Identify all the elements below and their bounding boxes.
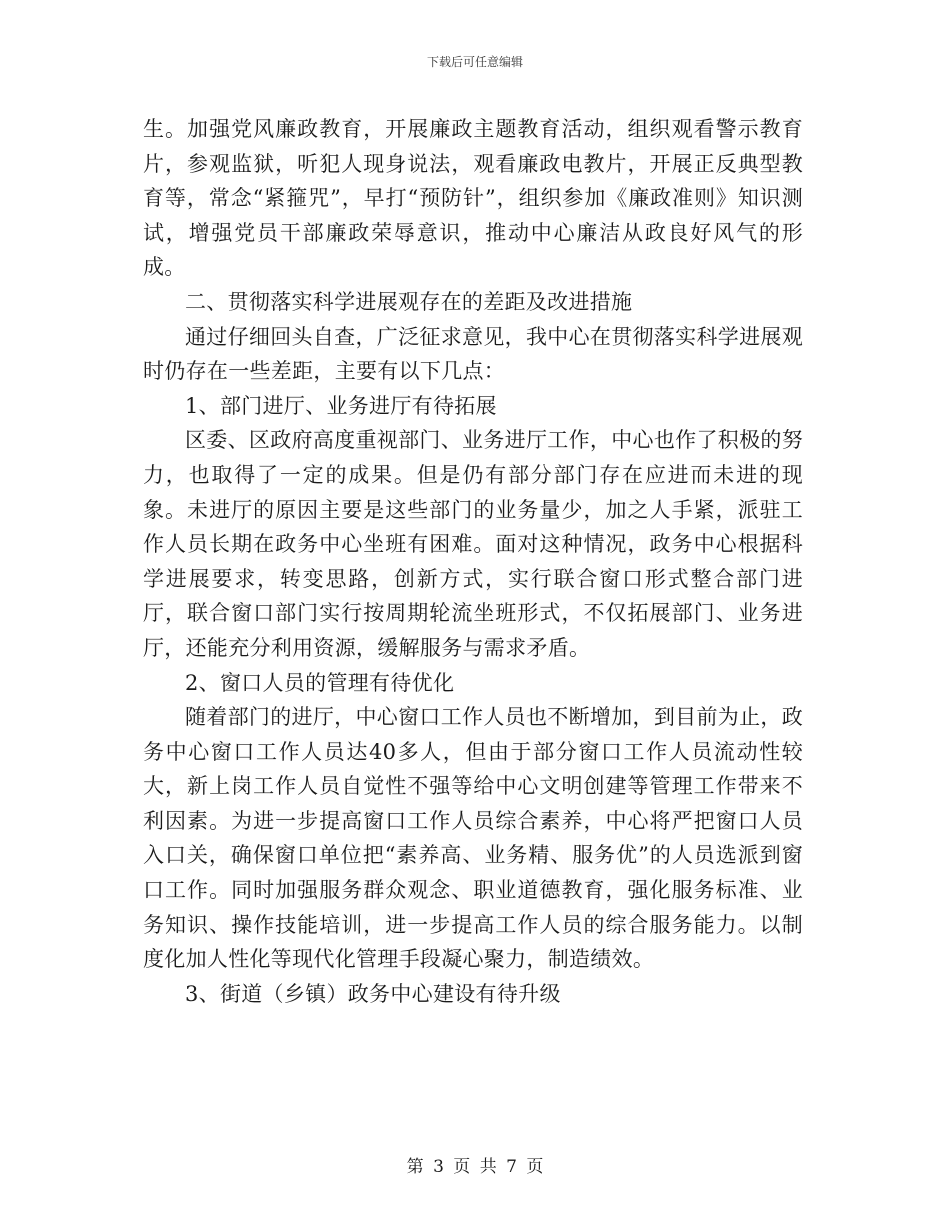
page-header: 下载后可任意编辑 bbox=[426, 55, 523, 69]
paragraph: 随着部门的进厅，中心窗口工作人员也不断增加，到目前为止，政务中心窗口工作人员达40多人，但由于部分窗口工作人员流动性较大，新上岗工作人员自觉性不强等给中心文明创建等管理工作带来不利因素。为进一步提高窗口工作人员综合素养，中心将严把窗口人员入口关，确保窗口单位把“素养高、业务精、服务优”的人员选派到窗口工作。同时加强服务群众观念、职业道德教育，强化服务标准、业务知识、操作技能培训，进一步提高工作人员的综合服务能力。以制度化加人性化等现代化管理手段凝心聚力，制造绩效。 bbox=[143, 705, 803, 972]
subsection-heading-3: 3、街道（乡镇）政务中心建设有待升级 bbox=[185, 981, 561, 1006]
paragraph: 通过仔细回头自查，广泛征求意见，我中心在贯彻落实科学进展观时仍存在一些差距，主要有以下几点： bbox=[143, 324, 803, 384]
document-body bbox=[143, 112, 803, 1011]
page-number: 第 3 页 共 7 页 bbox=[406, 1157, 544, 1177]
paragraph-continued: 生。加强党风廉政教育，开展廉政主题教育活动，组织观看警示教育片，参观监狱，听犯人现身说法，观看廉政电教片，开展正反典型教育等，常念“紧箍咒”，早打“预防针”，组织参加《廉政准则》知识测试，增强党员干部廉政荣辱意识，推动中心廉洁从政良好风气的形成。 bbox=[143, 117, 803, 280]
subsection-heading-2: 2、窗口人员的管理有待优化 bbox=[185, 670, 455, 695]
section-heading: 二、贯彻落实科学进展观存在的差距及改进措施 bbox=[185, 289, 633, 314]
subsection-heading-1: 1、部门进厅、业务进厅有待拓展 bbox=[185, 393, 497, 418]
paragraph: 区委、区政府高度重视部门、业务进厅工作，中心也作了积极的努力，也取得了一定的成果。但是仍有部分部门存在应进而未进的现象。未进厅的原因主要是这些部门的业务量少，加之人手紧，派驻工作人员长期在政务中心坐班有困难。面对这种情况，政务中心根据科学进展要求，转变思路，创新方式，实行联合窗口形式整合部门进厅，联合窗口部门实行按周期轮流坐班形式，不仅拓展部门、业务进厅，还能充分利用资源，缓解服务与需求矛盾。 bbox=[143, 428, 803, 660]
